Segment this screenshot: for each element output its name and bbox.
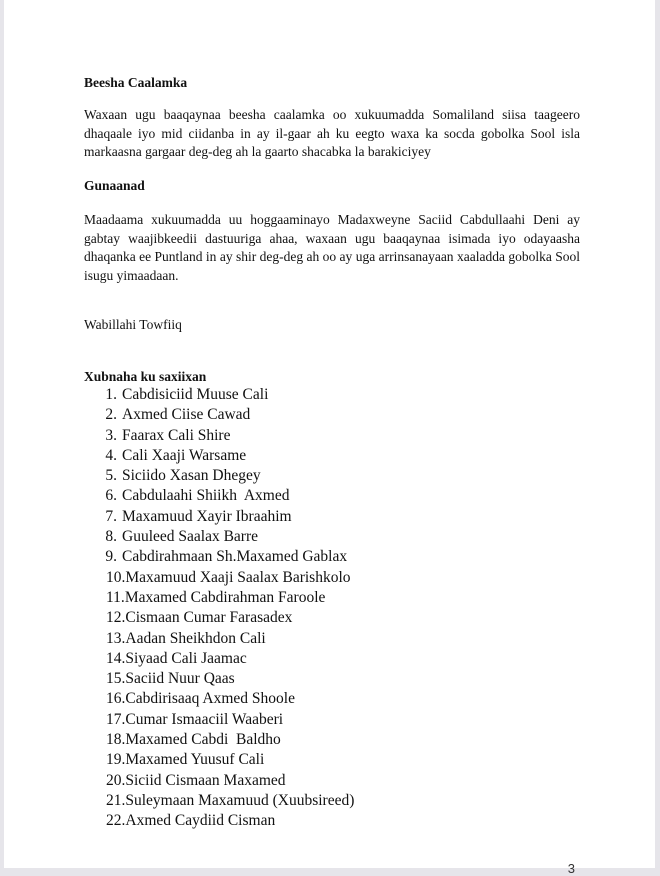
signatory-name: Siciid Cismaan Maxamed [125,771,286,789]
section-heading-beesha: Beesha Caalamka [84,75,188,90]
signatory-number: 22. [106,812,126,830]
signatory-number: 10. [106,568,126,586]
signatory-number: 12. [106,609,126,627]
signatory-number: 4. [105,446,117,464]
signatory-number: 13. [106,629,126,647]
signatory-name: Maxamed Yuusuf Cali [125,751,265,769]
signatory-name: Siciido Xasan Dhegey [122,467,261,485]
signatory-name: Cali Xaaji Warsame [122,446,247,464]
signatory-name: Maxamuud Xayir Ibraahim [122,507,292,525]
signatory-name: Cabdirisaaq Axmed Shoole [125,690,295,708]
signatory-item [84,405,354,425]
signatory-number: 1. [105,386,117,403]
signatory-number: 5. [105,467,117,485]
section-heading-gunaanad: Gunaanad [84,178,145,193]
signatory-item [84,568,354,588]
signatory-number: 2. [105,406,117,424]
signatory-name: Aadan Sheikhdon Cali [125,629,266,647]
signatory-number: 19. [106,751,126,769]
signatory-item [84,689,354,709]
signatory-item [84,507,354,527]
signatory-name: Axmed Ciise Cawad [122,406,251,424]
signatory-name: Cismaan Cumar Farasadex [125,609,293,627]
signatory-number: 17. [106,710,126,728]
signatory-number: 21. [106,791,126,809]
signatory-name: Suleymaan Maxamuud (Xuubsireed) [125,791,355,809]
signatory-item [84,446,354,466]
signatory-item [84,649,354,669]
signatory-name: Maxamuud Xaaji Saalax Barishkolo [125,568,351,586]
signatory-number: 3. [105,426,117,444]
signatory-number: 8. [105,528,117,546]
signatory-name: Maxamed Cabdi Baldho [125,731,281,749]
signatory-name: Cabdirahmaan Sh.Maxamed Gablax [122,548,348,566]
signatory-number: 20. [106,771,126,789]
signatory-name: Maxamed Cabdirahman Faroole [124,588,326,606]
signatory-item [84,608,354,628]
signatory-item [84,527,354,547]
signatory-name: Guuleed Saalax Barre [122,528,258,546]
signatory-item [84,426,354,446]
signatory-name: Cabdulaahi Shiikh Axmed [122,487,290,505]
signatory-number: 14. [106,649,126,667]
signatory-number: 7. [105,507,117,525]
page-number: 3 [567,861,575,876]
signatory-item [84,486,354,506]
signatory-number: 6. [105,487,117,505]
signatory-item [84,771,354,791]
signatory-name: Axmed Caydiid Cisman [125,812,276,830]
signatory-item [84,466,354,486]
signatory-item [84,385,354,405]
signatory-item [84,811,354,831]
signatory-name: Saciid Nuur Qaas [125,670,235,688]
signatory-number: 9. [105,548,117,566]
signatory-item [84,669,354,689]
signatory-item [84,588,354,608]
signatory-number: 11. [106,588,125,606]
signatory-item [84,629,354,649]
signatory-number: 16. [106,690,126,708]
signatory-name: Cabdisiciid Muuse Cali [122,386,269,403]
document-page [4,0,655,876]
signatory-item [84,710,354,730]
signatory-number: 15. [106,670,126,688]
signatories-list [84,385,354,832]
signatory-item [84,730,354,750]
paragraph-beesha: Waxaan ugu baaqaynaa beesha caalamka oo xukuumadda Somaliland siisa taageero dhaqaale iyo mid ciidanba in ay il-gaar ah ku eegto waxa ka socda gobolka Sool isla markaasna gargaar deg-deg ah la gaarto shacabka la barakiciyey [84,107,580,159]
signatory-name: Cumar Ismaaciil Waaberi [125,710,284,728]
signatory-name: Siyaad Cali Jaamac [125,649,247,667]
signatory-item [84,791,354,811]
paragraph-gunaanad: Maadaama xukuumadda uu hoggaaminayo Madaxweyne Saciid Cabdullaahi Deni ay gabtay waajibkeedii dastuuriga ahaa, waxaan ugu baaqaynaa isimada iyo odayaasha dhaqanka ee Puntland in ay shir deg-deg ah oo ay uga arrinsanayaan xaaladda gobolka Sool isugu yimaadaan. [84,212,580,283]
signoff: Wabillahi Towfiiq [84,317,182,332]
signatory-number: 18. [106,731,126,749]
signatory-item [84,750,354,770]
signatories-heading: Xubnaha ku saxiixan [84,369,207,384]
signatory-item [84,547,354,567]
signatory-name: Faarax Cali Shire [122,426,231,444]
